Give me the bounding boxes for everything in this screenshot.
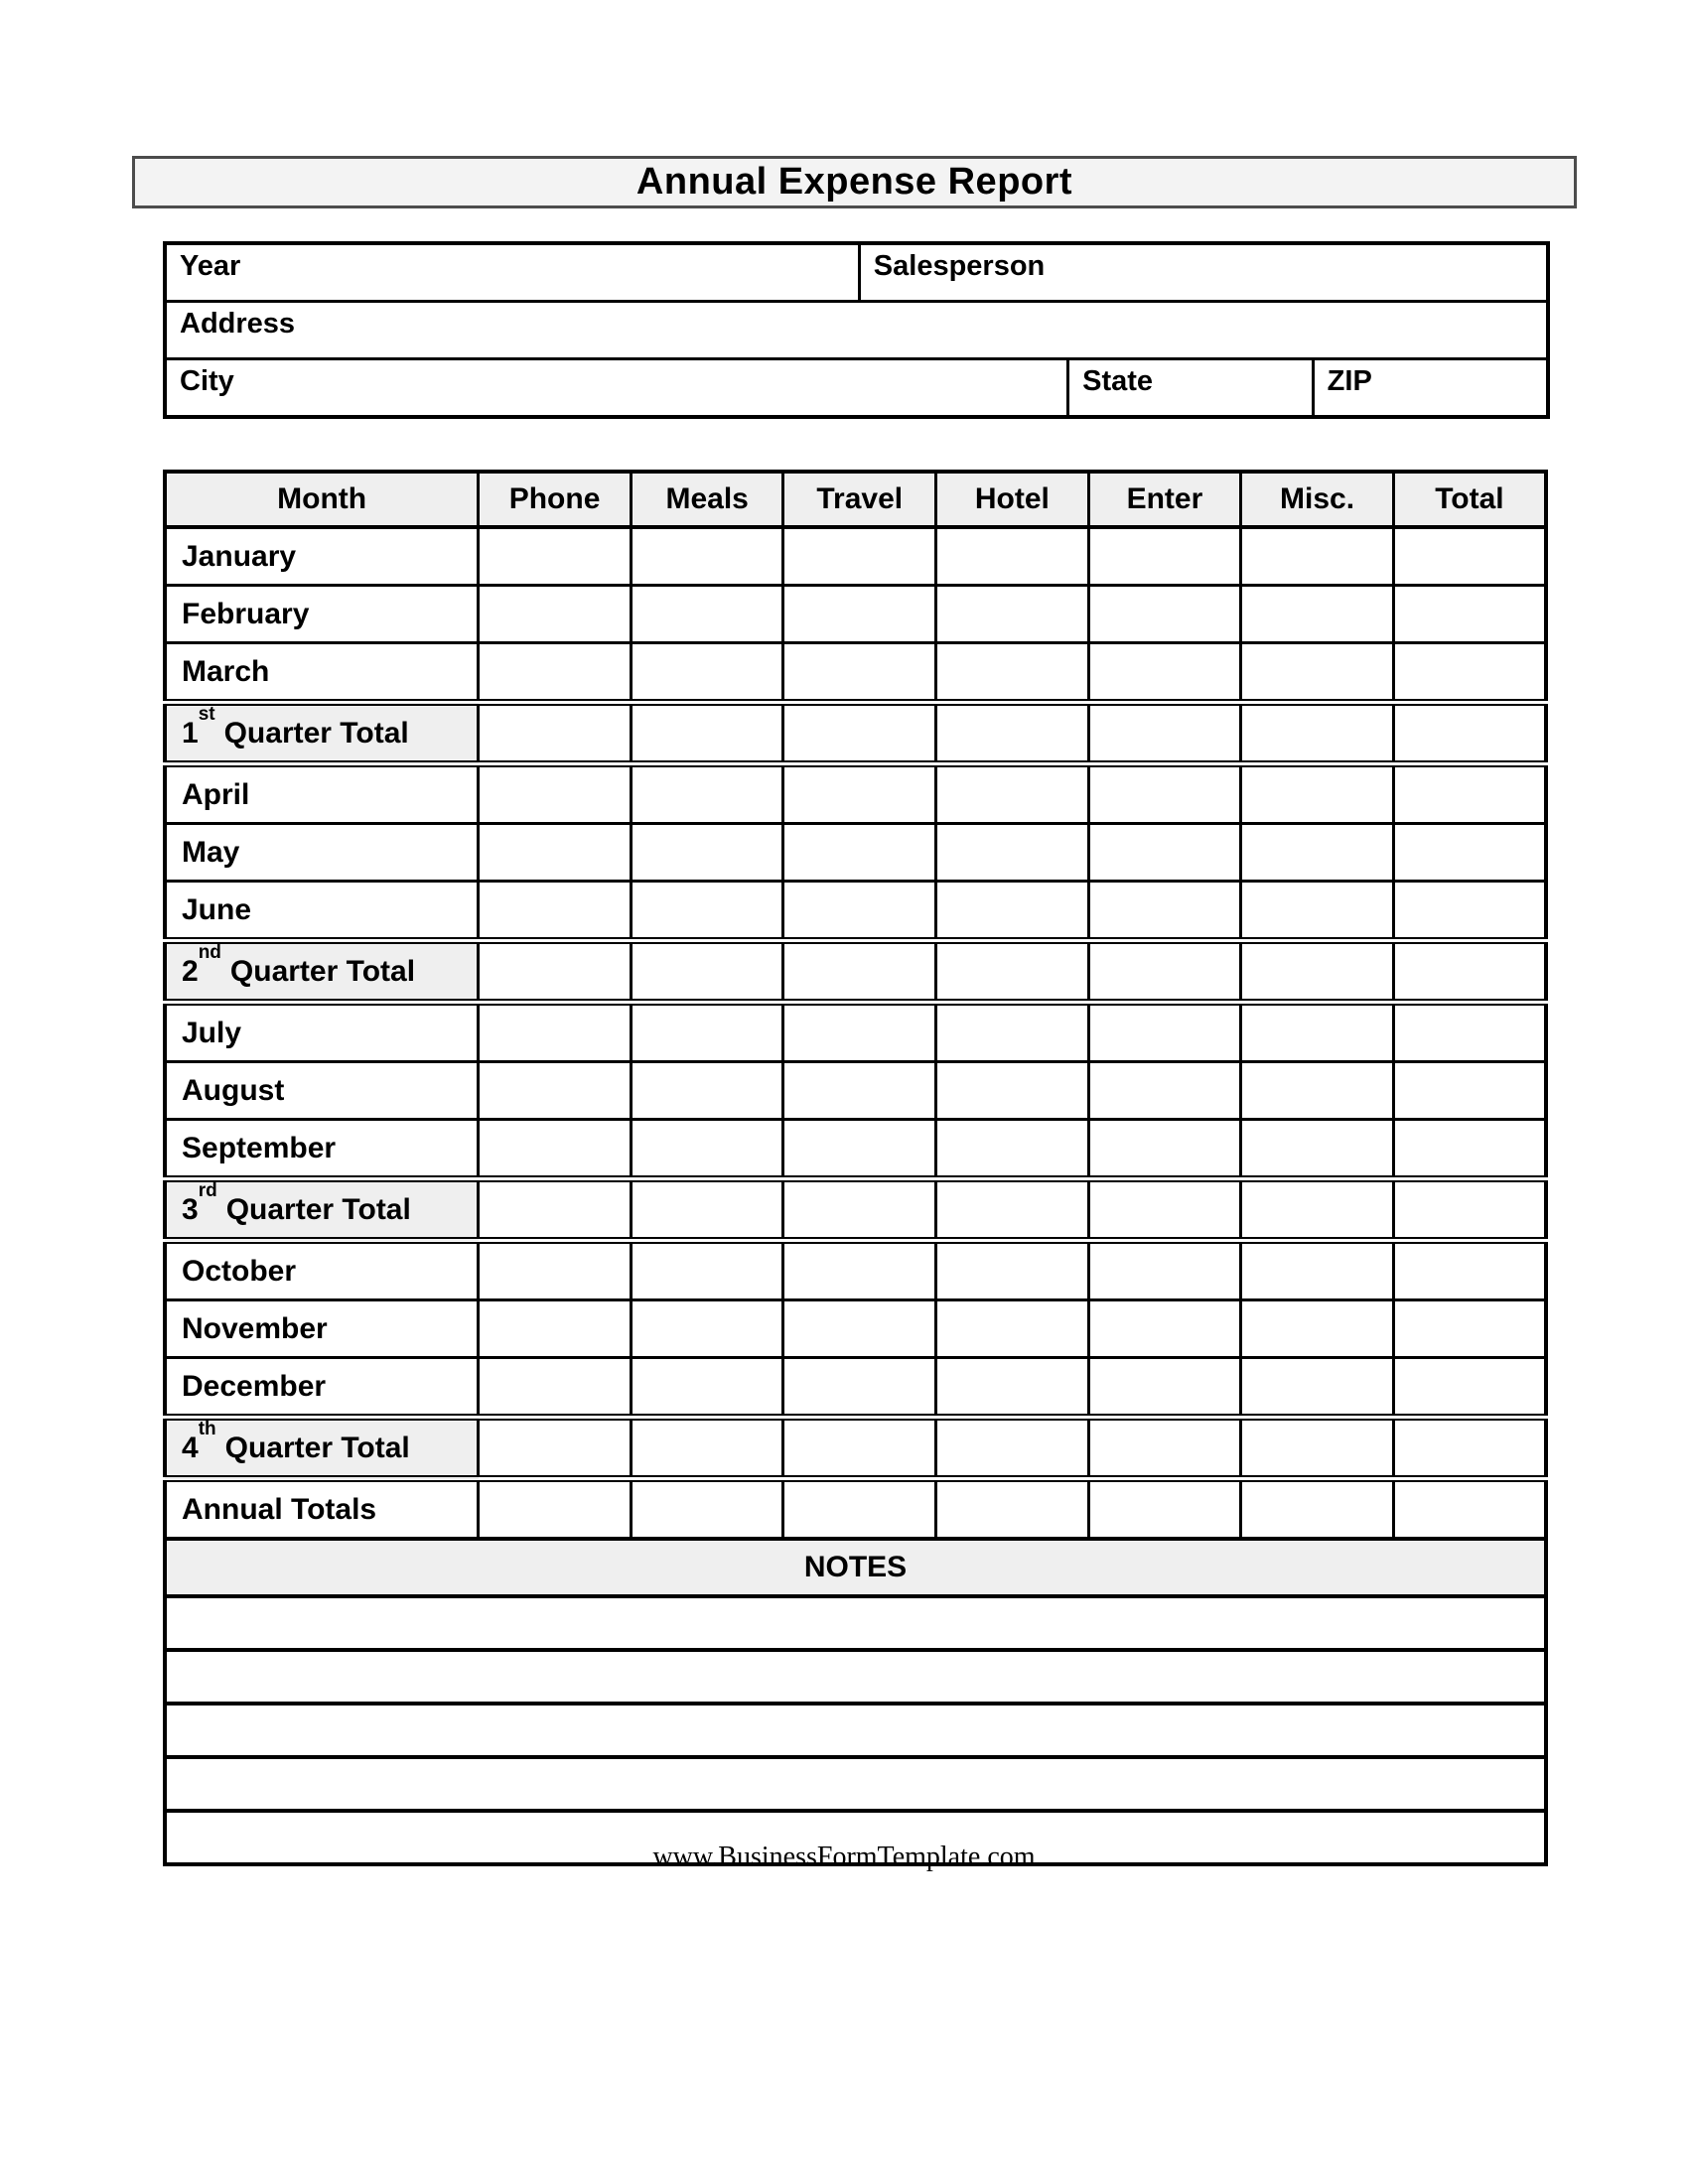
expense-cell[interactable] [783,703,936,764]
expense-cell[interactable] [1241,1418,1394,1479]
month-cell: February [165,586,479,643]
info-row-1 [165,243,1548,302]
row-q2-total [165,941,1546,1003]
expense-cell[interactable] [1241,1120,1394,1179]
quarter-ordinal: rd [198,1180,217,1201]
expense-cell[interactable] [479,1003,632,1062]
notes-header: NOTES [165,1539,1546,1596]
year-field[interactable] [165,243,859,302]
row-q1-total [165,703,1546,764]
expense-cell[interactable] [783,824,936,882]
column-header-misc: Misc. [1241,472,1394,527]
expense-cell[interactable] [1393,824,1546,882]
expense-cell[interactable] [631,1003,783,1062]
expense-cell[interactable] [936,1003,1089,1062]
expense-cell[interactable] [1241,1062,1394,1120]
quarter-ordinal: th [198,1419,216,1439]
expense-cell[interactable] [479,1062,632,1120]
expense-cell[interactable] [936,1062,1089,1120]
expense-cell[interactable] [631,1120,783,1179]
expense-cell[interactable] [479,824,632,882]
row-annual-totals [165,1479,1546,1540]
expense-cell[interactable] [1393,703,1546,764]
expense-cell[interactable] [783,586,936,643]
expense-cell[interactable] [936,643,1089,703]
expense-cell[interactable] [783,1179,936,1241]
expense-cell[interactable] [479,586,632,643]
expense-cell[interactable] [936,1358,1089,1418]
info-row-2 [165,302,1548,359]
annual-totals-cell: Annual Totals [165,1479,479,1540]
notes-line[interactable] [165,1757,1546,1811]
column-header-phone: Phone [479,472,632,527]
expense-cell[interactable] [1393,1003,1546,1062]
expense-cell[interactable] [1241,1479,1394,1540]
row-q4-total [165,1418,1546,1479]
quarter-label: Quarter Total [223,717,409,750]
expense-cell[interactable] [936,1241,1089,1300]
year-label: Year [180,250,241,282]
month-cell: January [165,527,479,586]
expense-cell[interactable] [936,1120,1089,1179]
expense-cell[interactable] [479,643,632,703]
expense-table [163,470,1548,1866]
expense-cell[interactable] [1393,1179,1546,1241]
expense-cell[interactable] [1393,1418,1546,1479]
expense-cell[interactable] [631,1241,783,1300]
expense-cell[interactable] [1241,643,1394,703]
expense-cell[interactable] [936,941,1089,1003]
expense-cell[interactable] [936,703,1089,764]
expense-cell[interactable] [936,586,1089,643]
notes-header-row [165,1539,1546,1596]
expense-cell[interactable] [1393,1062,1546,1120]
expense-cell[interactable] [936,1179,1089,1241]
expense-cell[interactable] [1088,527,1241,586]
quarter-total-cell [165,941,479,1003]
salesperson-field[interactable] [859,243,1548,302]
row-august [165,1062,1546,1120]
salesperson-label: Salesperson [873,250,1046,282]
row-december [165,1358,1546,1418]
expense-cell[interactable] [1393,882,1546,941]
month-cell: May [165,824,479,882]
expense-cell[interactable] [783,527,936,586]
quarter-number: 3 [182,1193,199,1226]
notes-row [165,1704,1546,1757]
expense-cell[interactable] [479,1241,632,1300]
quarter-label: Quarter Total [225,1193,411,1226]
city-field[interactable] [165,359,1068,418]
expense-cell[interactable] [479,1418,632,1479]
expense-cell[interactable] [936,824,1089,882]
zip-label: ZIP [1327,365,1372,397]
expense-cell[interactable] [783,1062,936,1120]
month-cell: April [165,764,479,824]
expense-cell[interactable] [936,527,1089,586]
expense-cell[interactable] [631,527,783,586]
expense-cell[interactable] [1241,1358,1394,1418]
expense-cell[interactable] [1393,586,1546,643]
row-january [165,527,1546,586]
notes-line[interactable] [165,1650,1546,1704]
expense-cell[interactable] [936,882,1089,941]
expense-cell[interactable] [1088,586,1241,643]
expense-cell[interactable] [1393,1479,1546,1540]
city-label: City [180,365,234,397]
row-october [165,1241,1546,1300]
expense-cell[interactable] [1241,941,1394,1003]
expense-cell[interactable] [1393,1120,1546,1179]
column-header-hotel: Hotel [936,472,1089,527]
expense-cell[interactable] [783,1120,936,1179]
expense-cell[interactable] [631,824,783,882]
expense-cell[interactable] [783,941,936,1003]
quarter-label: Quarter Total [229,955,416,988]
column-header-month: Month [165,472,479,527]
quarter-total-cell [165,1179,479,1241]
month-cell: October [165,1241,479,1300]
expense-cell[interactable] [1088,1418,1241,1479]
column-header-total: Total [1393,472,1546,527]
expense-cell[interactable] [479,703,632,764]
expense-cell[interactable] [631,1179,783,1241]
quarter-ordinal: st [198,704,215,725]
expense-cell[interactable] [1088,1062,1241,1120]
expense-cell[interactable] [631,1358,783,1418]
address-label: Address [180,308,296,340]
quarter-total-cell [165,703,479,764]
expense-cell[interactable] [1241,824,1394,882]
expense-cell[interactable] [1393,527,1546,586]
info-row-3 [165,359,1548,418]
expense-cell[interactable] [783,764,936,824]
expense-cell[interactable] [1088,703,1241,764]
expense-cell[interactable] [1241,703,1394,764]
month-cell: June [165,882,479,941]
expense-cell[interactable] [1088,941,1241,1003]
expense-cell[interactable] [783,1358,936,1418]
expense-cell[interactable] [1088,1300,1241,1358]
expense-cell[interactable] [1241,1179,1394,1241]
expense-cell[interactable] [631,643,783,703]
expense-cell[interactable] [936,1300,1089,1358]
expense-cell[interactable] [783,1418,936,1479]
row-february [165,586,1546,643]
expense-cell[interactable] [1241,1241,1394,1300]
column-header-travel: Travel [783,472,936,527]
expense-cell[interactable] [783,882,936,941]
state-label: State [1082,365,1154,397]
expense-cell[interactable] [936,1418,1089,1479]
expense-cell[interactable] [479,1179,632,1241]
expense-cell[interactable] [479,941,632,1003]
expense-cell[interactable] [1088,1120,1241,1179]
month-cell: November [165,1300,479,1358]
expense-cell[interactable] [631,1300,783,1358]
month-cell: December [165,1358,479,1418]
expense-cell[interactable] [1241,1300,1394,1358]
expense-cell[interactable] [1393,1241,1546,1300]
quarter-number: 1 [182,717,199,750]
expense-cell[interactable] [1241,882,1394,941]
form-title-box [132,156,1577,208]
expense-cell[interactable] [1088,882,1241,941]
notes-line[interactable] [165,1596,1546,1650]
expense-cell[interactable] [783,1479,936,1540]
expense-cell[interactable] [936,764,1089,824]
expense-cell[interactable] [783,643,936,703]
expense-cell[interactable] [1088,1358,1241,1418]
column-header-meals: Meals [631,472,783,527]
expense-cell[interactable] [479,527,632,586]
expense-cell[interactable] [631,1062,783,1120]
state-field[interactable] [1068,359,1314,418]
expense-cell[interactable] [631,1479,783,1540]
quarter-ordinal: nd [198,942,221,963]
expense-cell[interactable] [1088,1179,1241,1241]
expense-cell[interactable] [1088,1479,1241,1540]
expense-cell[interactable] [783,1241,936,1300]
row-june [165,882,1546,941]
notes-row [165,1757,1546,1811]
footer-url: www.BusinessFormTemplate.com [652,1842,1036,1872]
expense-cell[interactable] [631,586,783,643]
expense-cell[interactable] [479,1358,632,1418]
expense-cell[interactable] [783,1300,936,1358]
expense-cell[interactable] [1241,527,1394,586]
row-q3-total [165,1179,1546,1241]
month-cell: March [165,643,479,703]
notes-row [165,1596,1546,1650]
info-table [163,241,1550,419]
expense-cell[interactable] [1393,764,1546,824]
expense-cell[interactable] [1393,643,1546,703]
notes-row [165,1650,1546,1704]
expense-cell[interactable] [1088,643,1241,703]
zip-field[interactable] [1313,359,1548,418]
expense-cell[interactable] [479,764,632,824]
expense-cell[interactable] [479,882,632,941]
expense-cell[interactable] [1088,764,1241,824]
expense-cell[interactable] [1088,824,1241,882]
month-cell: September [165,1120,479,1179]
row-may [165,824,1546,882]
expense-cell[interactable] [631,764,783,824]
row-march [165,643,1546,703]
header-row [165,472,1546,527]
quarter-number: 4 [182,1432,199,1464]
expense-cell[interactable] [1393,1300,1546,1358]
address-field[interactable] [165,302,1548,359]
expense-cell[interactable] [1241,764,1394,824]
expense-cell[interactable] [631,703,783,764]
expense-cell[interactable] [1241,586,1394,643]
quarter-total-cell [165,1418,479,1479]
expense-cell[interactable] [479,1479,632,1540]
month-cell: August [165,1062,479,1120]
expense-cell[interactable] [1241,1003,1394,1062]
expense-cell[interactable] [479,1300,632,1358]
expense-cell[interactable] [1088,1003,1241,1062]
expense-cell[interactable] [631,941,783,1003]
row-november [165,1300,1546,1358]
quarter-label: Quarter Total [224,1432,410,1464]
month-cell: July [165,1003,479,1062]
page-title: Annual Expense Report [635,161,1073,203]
expense-cell[interactable] [1393,941,1546,1003]
expense-cell[interactable] [1088,1241,1241,1300]
row-april [165,764,1546,824]
column-header-enter: Enter [1088,472,1241,527]
notes-line[interactable] [165,1704,1546,1757]
row-july [165,1003,1546,1062]
expense-cell[interactable] [631,882,783,941]
expense-cell[interactable] [1393,1358,1546,1418]
expense-cell[interactable] [783,1003,936,1062]
row-september [165,1120,1546,1179]
expense-cell[interactable] [936,1479,1089,1540]
expense-cell[interactable] [479,1120,632,1179]
quarter-number: 2 [182,955,199,988]
expense-cell[interactable] [631,1418,783,1479]
